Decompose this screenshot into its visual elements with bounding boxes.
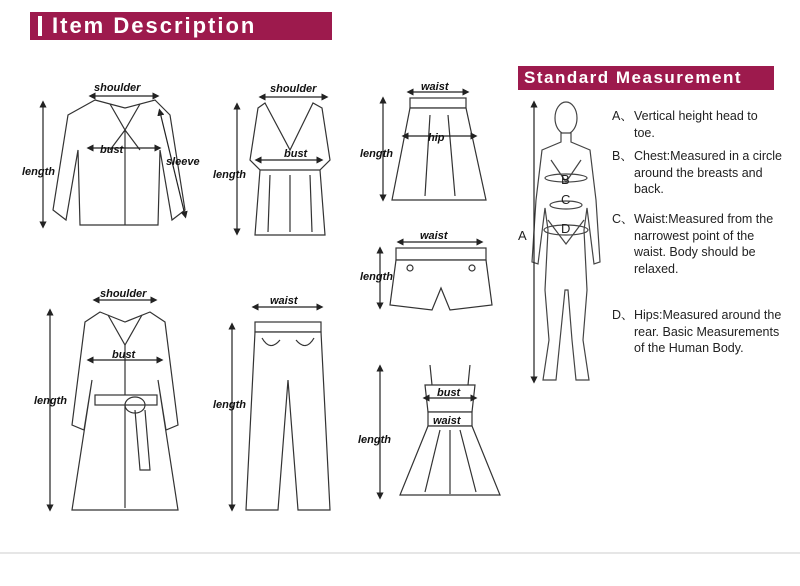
top-shoulder-label: shoulder (270, 83, 317, 95)
item-d-key: D、 (612, 308, 634, 322)
coat-length-label: length (34, 395, 67, 407)
measurement-item-d (612, 307, 782, 357)
coat-shoulder-label: shoulder (100, 288, 147, 300)
blouse-sleeve-label: sleeve (166, 156, 200, 168)
bottom-divider (0, 552, 800, 554)
dress-waist-label: waist (433, 415, 461, 427)
pants-length-label: length (213, 399, 246, 411)
measurement-item-c (612, 211, 782, 277)
shorts-waist-label: waist (420, 230, 448, 242)
figure-letter-c: C (561, 192, 571, 207)
pants-drawing (246, 322, 330, 510)
trench-coat-drawing (72, 312, 178, 510)
top-bust-label: bust (284, 148, 308, 160)
shorts-length-label: length (360, 271, 393, 283)
dress-bust-label: bust (437, 387, 461, 399)
item-b-text: Chest:Measured in a circle around the breasts and back. (634, 149, 782, 196)
blouse-shoulder-label: shoulder (94, 82, 141, 94)
skirt-drawing (392, 98, 486, 200)
standard-measurement-title: Standard Measurement (524, 68, 742, 87)
tank-top-drawing (250, 103, 330, 235)
human-body-figure (532, 102, 600, 380)
item-d-text: Hips:Measured around the rear. Basic Measurements of the Human Body. (634, 308, 782, 355)
blouse-bust-label: bust (100, 144, 124, 156)
measurement-item-b (612, 148, 782, 198)
figure-letter-a: A (518, 228, 527, 243)
dress-drawing (400, 365, 500, 495)
coat-bust-label: bust (112, 349, 136, 361)
pants-waist-label: waist (270, 295, 298, 307)
skirt-length-label: length (360, 148, 393, 160)
item-a-text: Vertical height head to toe. (634, 109, 758, 140)
dress-length-label: length (358, 434, 391, 446)
figure-letter-d: D (561, 221, 571, 236)
shorts-drawing (390, 248, 492, 310)
item-a-key: A、 (612, 109, 633, 123)
item-b-key: B、 (612, 149, 633, 163)
measurement-item-a (612, 108, 782, 141)
blouse-length-label: length (22, 166, 55, 178)
item-c-text: Waist:Measured from the narrowest point of the waist. Body should be relaxed. (634, 212, 774, 276)
header-title: Item Description (52, 13, 257, 38)
figure-letter-b: B (561, 172, 570, 187)
skirt-hip-label: hip (428, 132, 445, 144)
skirt-waist-label: waist (421, 81, 449, 93)
top-length-label: length (213, 169, 246, 181)
item-c-key: C、 (612, 212, 634, 226)
